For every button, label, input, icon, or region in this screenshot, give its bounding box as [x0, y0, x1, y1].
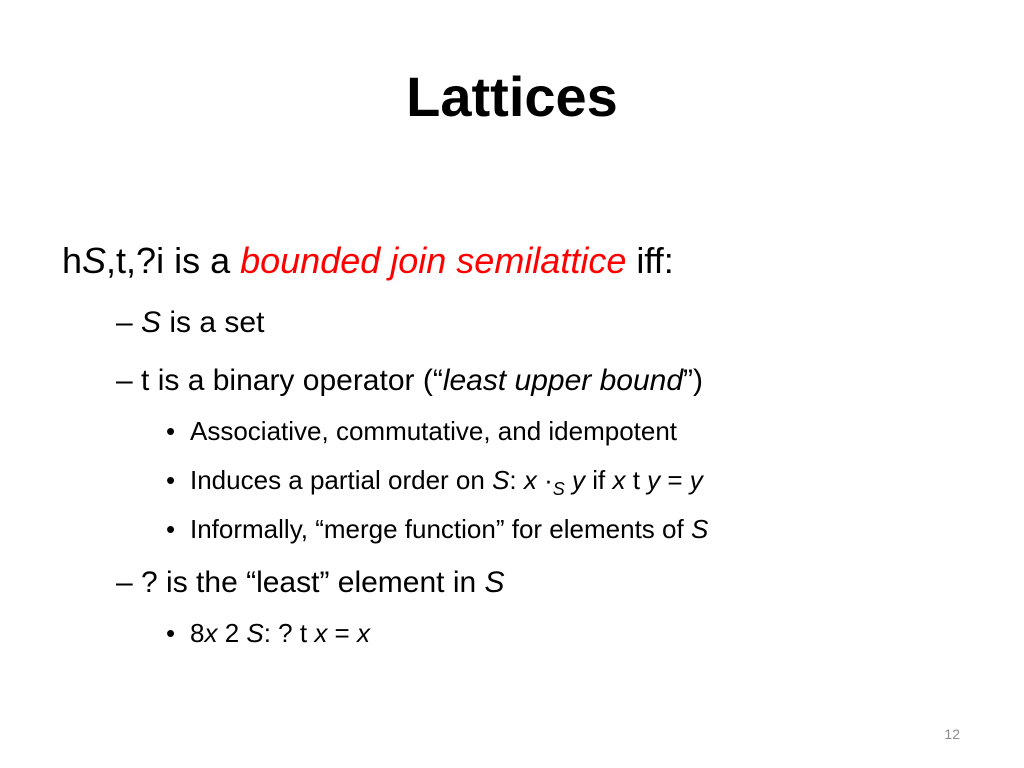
sub-merge-s: S	[690, 514, 709, 544]
sub-order-sym: ·	[536, 465, 553, 495]
sub-forall-x3: x	[356, 618, 370, 648]
bullet-icon: •	[166, 416, 176, 446]
item-operator	[116, 361, 703, 401]
sub-order-colon: :	[509, 465, 524, 495]
sub-partial-order	[166, 463, 703, 506]
sub-order-y2: y	[647, 465, 661, 495]
sub-associative	[166, 414, 677, 448]
item-op-italic: least upper bound	[442, 364, 684, 397]
item-least-s: S	[484, 566, 505, 599]
sub-merge	[166, 512, 708, 546]
sub-order-eq: =	[660, 465, 690, 495]
intro-iff: iff:	[626, 240, 674, 281]
sub-order-t: t	[625, 465, 648, 495]
sub-order-s: S	[492, 465, 510, 495]
intro-h: h	[62, 240, 83, 281]
intro-rest: ,t,?i is a	[106, 240, 241, 281]
sub-forall-s: S	[246, 618, 264, 648]
bullet-icon: •	[166, 465, 176, 495]
sub-assoc-text: Associative, commutative, and idempotent	[190, 416, 678, 446]
page-number: 12	[944, 726, 960, 742]
item-set-text: is a set	[161, 306, 265, 339]
item-op-text: t is a binary operator (“	[141, 364, 443, 397]
dash: –	[116, 364, 142, 397]
dash: –	[116, 566, 142, 599]
sub-forall-mid: : ? t	[263, 618, 315, 648]
sub-order-if: if	[585, 465, 613, 495]
bullet-icon: •	[166, 618, 176, 648]
sub-order-sp	[565, 465, 572, 495]
sub-forall-x2: x	[314, 618, 328, 648]
sub-forall-two: 2	[217, 618, 247, 648]
sub-order-subscript-s: S	[552, 479, 565, 499]
sub-forall-x1: x	[204, 618, 218, 648]
sub-order-text: Induces a partial order on	[190, 465, 493, 495]
sub-forall-eight: 8	[190, 618, 205, 648]
intro-s: S	[82, 240, 107, 281]
item-least	[116, 563, 505, 603]
sub-forall-eq: =	[327, 618, 357, 648]
dash: –	[116, 306, 142, 339]
sub-merge-text: Informally, “merge function” for elements of	[190, 514, 691, 544]
highlighted-term: bounded join semilattice	[240, 240, 627, 281]
sub-order-x1: x	[523, 465, 537, 495]
item-set-s: S	[141, 306, 162, 339]
intro-line	[62, 236, 674, 286]
sub-order-y1: y	[572, 465, 586, 495]
item-op-end: ”)	[683, 364, 704, 397]
item-set	[116, 303, 264, 343]
sub-order-y3: y	[689, 465, 703, 495]
bullet-icon: •	[166, 514, 176, 544]
item-least-text: ? is the “least” element in	[141, 566, 485, 599]
sub-order-x2: x	[612, 465, 626, 495]
slide-title: Lattices	[406, 65, 618, 128]
sub-forall	[166, 616, 370, 650]
